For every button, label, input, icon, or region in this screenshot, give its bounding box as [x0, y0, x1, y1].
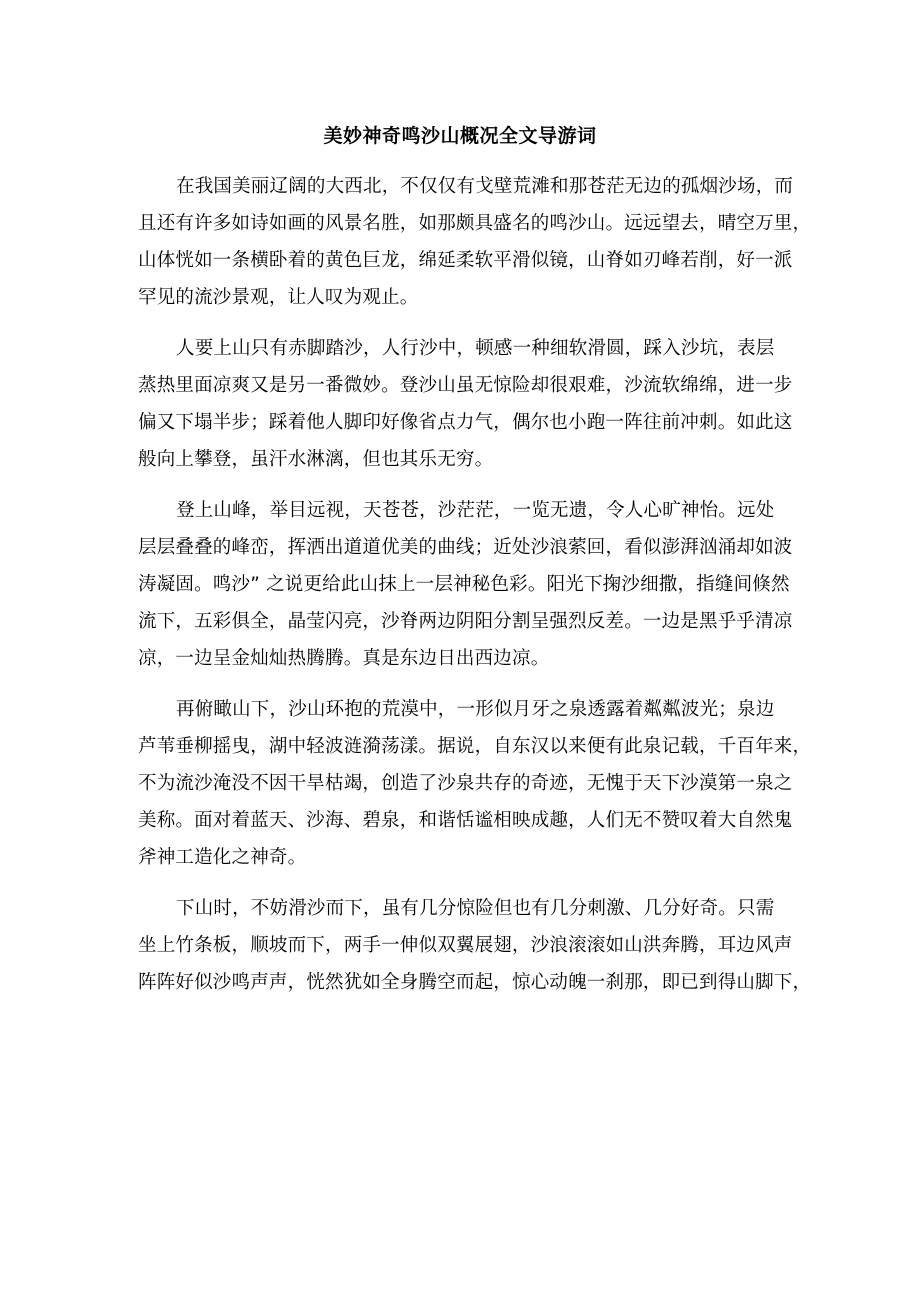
paragraph-line: 在我国美丽辽阔的大西北，不仅仅有戈壁荒滩和那苍茫无边的孤烟沙场，而: [176, 176, 794, 197]
paragraph-line: 登上山峰，举目远视，天苍苍，沙茫茫，一览无遗，令人心旷神怡。远处: [176, 500, 775, 521]
paragraph-line: 涛凝固。鸣沙” 之说更给此山抹上一层神秘色彩。阳光下掬沙细撒，指缝间倏然: [138, 574, 790, 595]
paragraph-line: 偏又下塌半步；踩着他人脚印好像省点力气，偶尔也小跑一阵往前冲刺。如此这: [138, 412, 793, 433]
paragraph-line: 再俯瞰山下，沙山环抱的荒漠中，一形似月牙之泉透露着粼粼波光；泉边: [176, 699, 775, 720]
paragraph-line: 般向上攀登，虽汗水淋漓，但也其乐无穷。: [138, 449, 494, 470]
paragraph-1: [138, 168, 812, 316]
paragraph-5: [138, 890, 812, 1001]
document-title: 美妙神奇鸣沙山概况全文导游词: [323, 125, 597, 147]
paragraph-line: 人要上山只有赤脚踏沙，人行沙中，顿感一种细软滑圆，踩入沙坑，表层: [176, 338, 775, 359]
document-body: [138, 168, 812, 1015]
paragraph-line: 层层叠叠的峰峦，挥洒出道道优美的曲线；近处沙浪萦回，看似澎湃汹涌却如波: [138, 537, 793, 558]
paragraph-line: 芦苇垂柳摇曳，湖中轻波涟漪荡漾。据说，自东汉以来便有此泉记载，千百年来，: [138, 736, 812, 757]
paragraph-line: 罕见的流沙景观，让人叹为观止。: [138, 287, 419, 308]
paragraph-4: [138, 691, 812, 876]
paragraph-line: 下山时，不妨滑沙而下，虽有几分惊险但也有几分刺激、几分好奇。只需: [176, 898, 775, 919]
paragraph-line: 阵阵好似沙鸣声声，恍然犹如全身腾空而起，惊心动魄一刹那，即已到得山脚下，: [138, 972, 812, 993]
paragraph-3: [138, 492, 793, 677]
paragraph-line: 美称。面对着蓝天、沙海、碧泉，和谐恬谧相映成趣，人们无不赞叹着大自然鬼: [138, 810, 793, 831]
paragraph-line: 坐上竹条板，顺坡而下，两手一伸似双翼展翅，沙浪滚滚如山洪奔腾，耳边风声: [138, 935, 793, 956]
paragraph-line: 流下，五彩俱全，晶莹闪亮，沙脊两边阴阳分割呈强烈反差。一边是黑乎乎清凉: [138, 611, 793, 632]
paragraph-line: 不为流沙淹没不因干旱枯竭，创造了沙泉共存的奇迹，无愧于天下沙漠第一泉之: [138, 773, 793, 794]
paragraph-2: [138, 330, 793, 478]
paragraph-line: 山体恍如一条横卧着的黄色巨龙，绵延柔软平滑似镜，山脊如刃峰若削，好一派: [138, 250, 793, 271]
paragraph-line: 斧神工造化之神奇。: [138, 847, 307, 868]
paragraph-line: 且还有许多如诗如画的风景名胜，如那颇具盛名的鸣沙山。远远望去，晴空万里，: [138, 213, 812, 234]
paragraph-line: 凉，一边呈金灿灿热腾腾。真是东边日出西边凉。: [138, 648, 550, 669]
paragraph-line: 蒸热里面凉爽又是另一番微妙。登沙山虽无惊险却很艰难，沙流软绵绵，进一步: [138, 375, 793, 396]
